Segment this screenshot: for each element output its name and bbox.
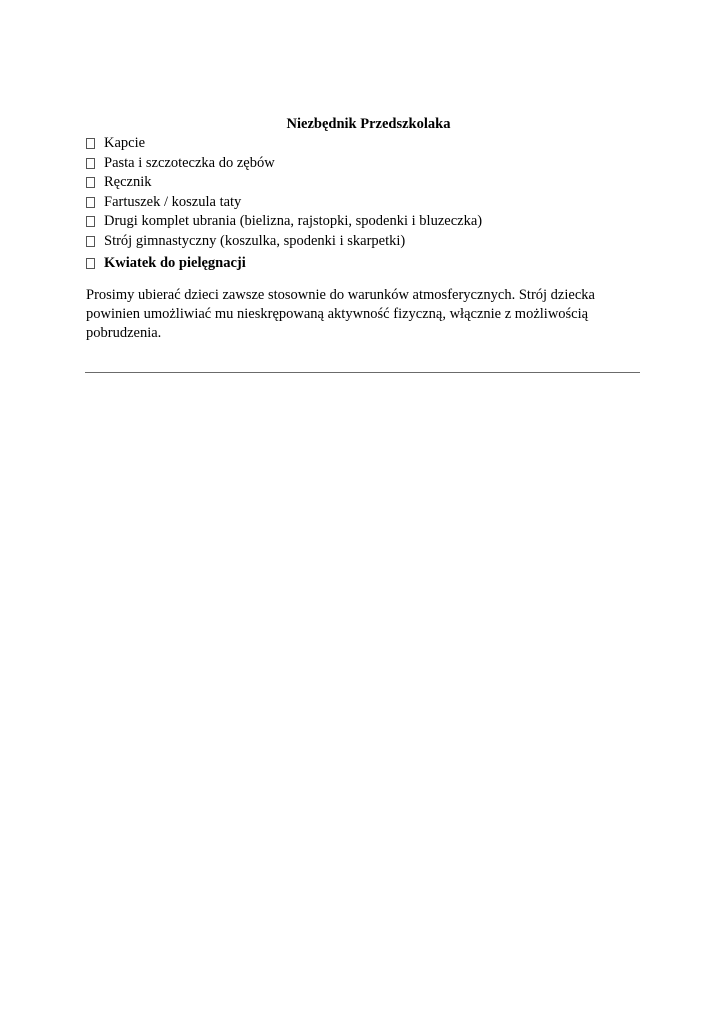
checklist-item-label: Strój gimnastyczny (koszulka, spodenki i skarpetki) (104, 232, 406, 249)
checkbox-icon (86, 138, 95, 149)
instructions-paragraph (86, 286, 646, 343)
paragraph-line: Prosimy ubierać dzieci zawsze stosownie do warunków atmosferycznych. Strój dziecka (86, 287, 595, 303)
checkbox-icon (86, 158, 95, 169)
checklist-item-stroj-gimnastyczny (86, 232, 482, 252)
checklist-item-label: Kwiatek do pielęgnacji (104, 255, 246, 271)
checklist-item-kapcie (86, 134, 482, 154)
checkbox-icon (86, 258, 95, 269)
checklist (86, 134, 482, 274)
checklist-item-label: Kapcie (104, 135, 146, 151)
paragraph-line: powinien umożliwiać mu nieskrępowaną aktywność fizyczną, włącznie z możliwością (86, 306, 589, 322)
paragraph-line: pobrudzenia. (86, 325, 162, 341)
checkbox-icon (86, 177, 95, 188)
checklist-item-pasta (86, 154, 482, 174)
checklist-item-drugi-komplet (86, 212, 482, 232)
checklist-item-recznik (86, 173, 482, 193)
checkbox-icon (86, 236, 95, 247)
checklist-item-kwiatek (86, 254, 482, 274)
checklist-item-label: Fartuszek / koszula taty (104, 193, 242, 210)
checklist-item-label: Pasta i szczoteczka do zębów (104, 154, 275, 171)
checkbox-icon (86, 197, 95, 208)
checklist-item-label: Ręcznik (104, 174, 152, 190)
checkbox-icon (86, 216, 95, 227)
checklist-item-fartuszek (86, 193, 482, 213)
checklist-item-label: Drugi komplet ubrania (bielizna, rajstopki, spodenki i bluzeczka) (104, 213, 483, 229)
horizontal-divider (85, 372, 640, 373)
page-title: Niezbędnik Przedszkolaka (286, 116, 451, 132)
